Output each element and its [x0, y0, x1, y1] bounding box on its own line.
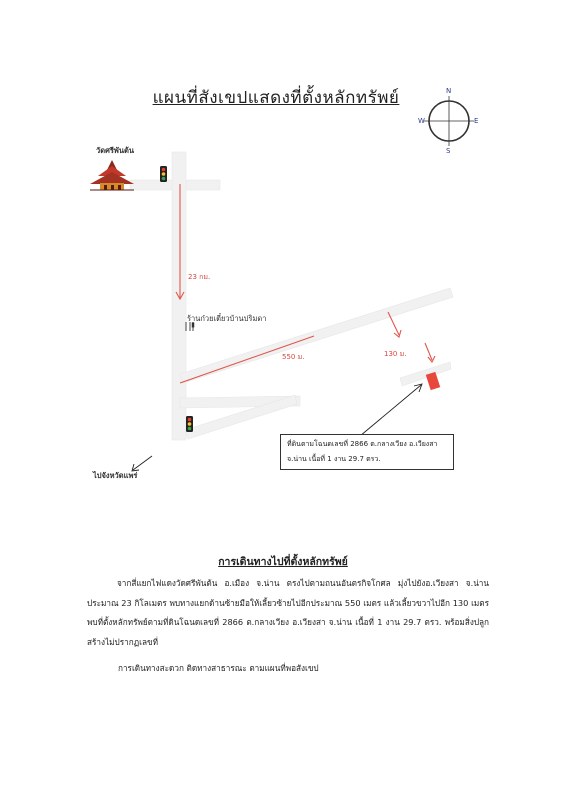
compass-w: W: [418, 117, 425, 125]
to-phrae-arrow: [132, 456, 152, 471]
traffic-light-icon: [186, 416, 193, 432]
distance-550m: 550 ม.: [282, 353, 305, 361]
directions-heading: การเดินทางไปที่ตั้งหลักทรัพย์: [218, 556, 348, 568]
main-road: [172, 152, 186, 440]
parcel-info-box: [280, 434, 454, 470]
traffic-light-icon: [160, 166, 167, 182]
directions-paragraph: จากสี่แยกไฟแดงวัดศรีพันต้น อ.เมือง จ.น่าน ตรงไปตามถนนอันตรกิจโกศล มุ่งไปยังอ.เวียงสา จ.น่าน ประมาณ 23 กิโลเมตร พบทางแยกด้านซ้ายมือให้เลี้ยวซ้ายไปอีกประมาณ 550 เมตร แล้วเลี้ยวขวาไปอีก 130 เมตร พบที่ตั้งหลักทรัพย์ตามที่ดินโฉนดเลขที่ 2866 ต.กลางเวียง อ.เวียงสา จ.น่าน เนื้อที่ 1 งาน 29.7 ตรว. พร้อมสิ่งปลูกสร้างไม่ปรากฏเลขที่: [87, 578, 489, 647]
parcel-lane: [400, 362, 451, 386]
parcel-marker: [426, 372, 440, 390]
temple-icon: [90, 160, 134, 190]
compass-e: E: [474, 117, 479, 125]
access-note: การเดินทางสะดวก ติดทางสาธารณะ ตามแผนที่พอสังเขป: [118, 663, 319, 673]
parcel-line-1: ที่ดินตามโฉนดเลขที่ 2866 ต.กลางเวียง อ.เวียงสา: [287, 440, 438, 448]
pointer-line: [360, 384, 422, 436]
parcel-line-2: จ.น่าน เนื้อที่ 1 งาน 29.7 ตรว.: [287, 455, 381, 463]
map-title: แผนที่สังเขปแสดงที่ตั้งหลักทรัพย์: [152, 88, 400, 108]
restaurant-label: ร้านก๋วยเตี๋ยวบ้านปริมดา: [187, 314, 267, 323]
temple-label: วัดศรีพันต้น: [96, 146, 134, 155]
to-phrae-label: ไปจังหวัดแพร่: [93, 471, 138, 480]
compass-s: S: [446, 147, 451, 155]
compass-n: N: [446, 87, 452, 95]
distance-130m: 130 ม.: [384, 350, 407, 358]
distance-23km: 23 กม.: [188, 273, 211, 281]
